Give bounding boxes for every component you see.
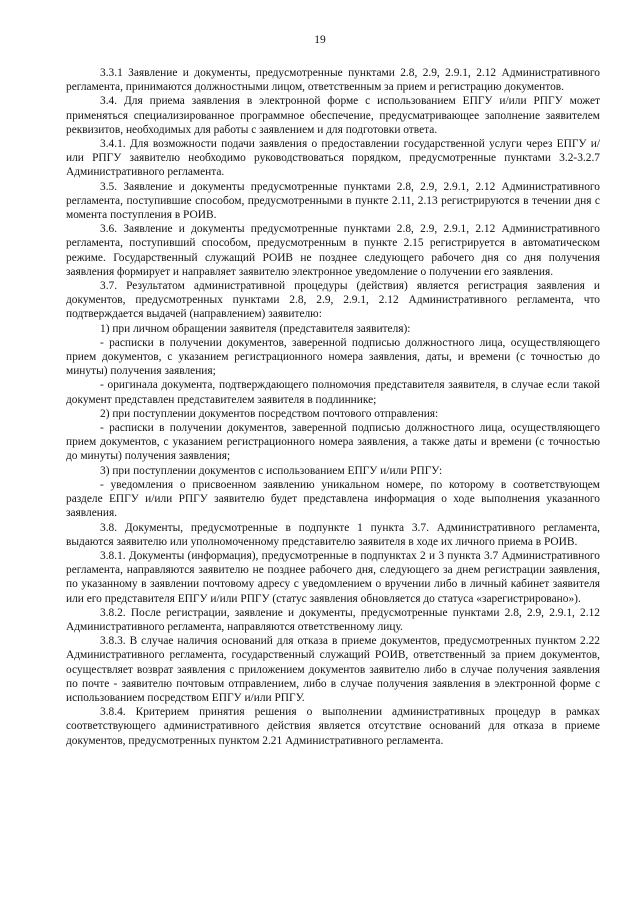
paragraph-3-8-2: 3.8.2. После регистрации, заявление и документы, предусмотренные пунктами 2.8, 2.9, 2.9.1, 2.12 Административного регламента, направляются ответственному лицу.	[66, 606, 600, 633]
list-item-original-document: - оригинала документа, подтверждающего полномочия представителя заявителя, в случае если такой документ представлен представителем заявителя в подлиннике;	[66, 379, 600, 406]
document-body	[66, 66, 600, 748]
list-item-epgu: 3) при поступлении документов с использованием ЕПГУ и/или РПГУ:	[100, 464, 443, 477]
list-item-notification: - уведомления о присвоенном заявлению уникальном номере, по которому в соответствующем разделе ЕПГУ и/или РПГУ заявителю будет представлена информация о ходе выполнения указанного заявления.	[66, 478, 600, 520]
paragraph-3-4-1: 3.4.1. Для возможности подачи заявления о предоставлении государственной услуги через ЕПГУ и/или РПГУ заявителю необходимо руководствоваться порядком, предусмотренные пунктами 3.2-3.2.7 Административного регламента.	[66, 138, 600, 179]
paragraph-3-7: 3.7. Результатом административной процедуры (действия) является регистрация заявления и документов, предусмотренных пунктами 2.8, 2.9, 2.9.1, 2.12 Административного регламента, что подтверждается выдачей (направлением) заявителю:	[66, 280, 600, 321]
paragraph-3-8-4: 3.8.4. Критерием принятия решения о выполнении административных процедур в рамках соответствующего административного действия является отсутствие оснований для отказа в приеме документов, предусмотренных пунктом 2.21 Административного регламента.	[66, 706, 600, 747]
paragraph-3-8-3: 3.8.3. В случае наличия оснований для отказа в приеме документов, предусмотренных пунктом 2.22 Административного регламента, государственный служащий РОИВ, ответственный за прием документов, осуществляет возврат заявления с приложением документов заявителю либо в случае получения заявления по почте - заявителю почтовым отправлением, либо в случае получения заявления в электронной форме с использованием посредством ЕПГУ и/или РПГУ.	[66, 635, 600, 704]
paragraph-3-6: 3.6. Заявление и документы предусмотренные пунктами 2.8, 2.9, 2.9.1, 2.12 Административного регламента, поступивший способом, предусмотренным в пункте 2.15 регистрируется в автоматическом режиме. Государственный служащий РОИВ не позднее следующего рабочего дня со дня получения заявления формирует и направляет заявителю электронное уведомление о получении его заявления.	[66, 223, 600, 278]
page-number: 19	[314, 34, 326, 46]
paragraph-3-4: 3.4. Для приема заявления в электронной форме с использованием ЕПГУ и/или РПГУ может применяться специализированное программное обеспечение, предусматривающее заполнение заявителем реквизитов, необходимых для работы с заявлением и для подготовки ответа.	[66, 95, 600, 136]
paragraph-3-5: 3.5. Заявление и документы предусмотренные пунктами 2.8, 2.9, 2.9.1, 2.12 Административного регламента, поступившие способом, предусмотренными в пункте 2.11, 2.13 регистрируются в течении дня с момента поступления в РОИВ.	[66, 180, 600, 222]
list-item-postal: 2) при поступлении документов посредством почтового отправления:	[100, 407, 439, 420]
list-item-receipt: - расписки в получении документов, заверенной подписью должностного лица, осуществляющего прием документов, с указанием регистрационного номера заявления, даты, и времени (с точностью до минуты) получения заявления;	[66, 336, 600, 378]
list-item-postal-receipt: - расписки в получении документов, заверенной подписью должностного лица, осуществляющего прием документов, с указанием регистрационного номера заявления, а также даты и времени (с точностью до минуты) получения заявления;	[66, 422, 600, 463]
list-item-personal-visit: 1) при личном обращении заявителя (представителя заявителя):	[100, 322, 411, 335]
paragraph-3-8: 3.8. Документы, предусмотренные в подпункте 1 пункта 3.7. Административного регламента, выдаются заявителю или уполномоченному представителю заявителя в ходе их личного приема в РОИВ.	[66, 521, 600, 548]
paragraph-3-8-1: 3.8.1. Документы (информация), предусмотренные в подпунктах 2 и 3 пункта 3.7 Административного регламента, направляются заявителю не позднее рабочего дня, следующего за днем регистрации заявления, по указанному в заявлении почтовому адресу с уведомлением о вручении либо в личный кабинет заявителя или его представителя ЕПГУ и/или РПГУ (статус заявления обновляется до статуса «зарегистрировано»).	[66, 549, 600, 605]
paragraph-3-3-1: 3.3.1 Заявление и документы, предусмотренные пунктами 2.8, 2.9, 2.9.1, 2.12 Административного регламента, принимаются должностными лицом, ответственным за прием и регистрацию документов.	[66, 67, 600, 94]
